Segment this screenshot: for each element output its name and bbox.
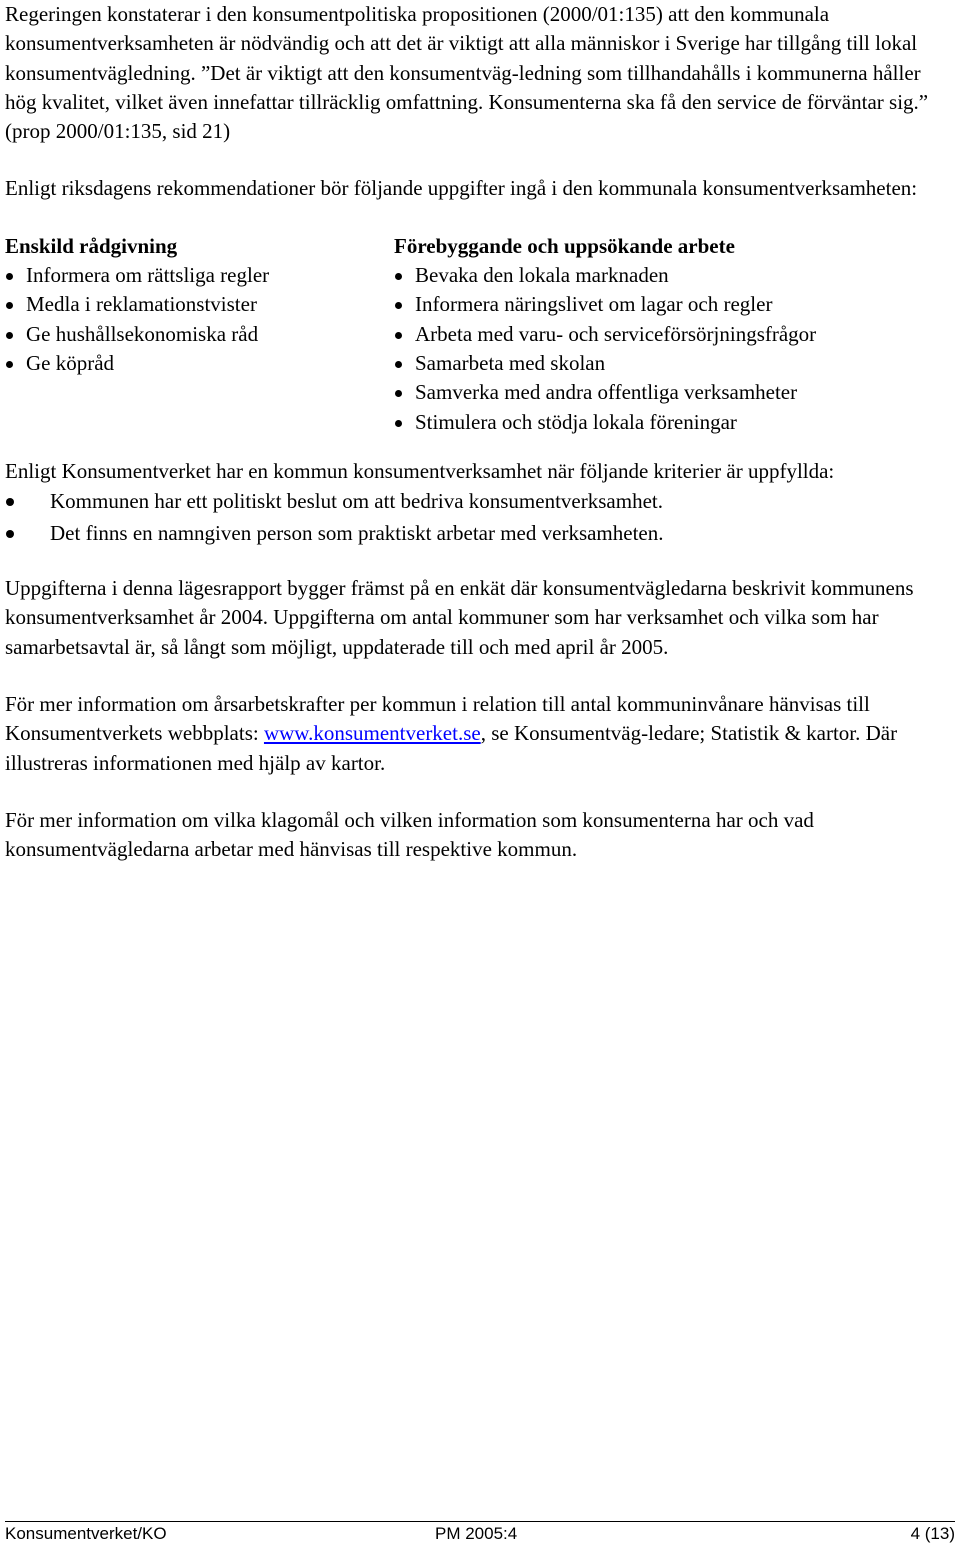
bullet-icon [6, 498, 14, 506]
list-item: Informera näringslivet om lagar och regler [394, 290, 954, 319]
list-item: Arbeta med varu- och serviceförsörjningsfrågor [394, 320, 954, 349]
intro-paragraph: Regeringen konstaterar i den konsumentpolitiska propositionen (2000/01:135) att den kommunala konsumentverksamheten är nödvändig och att det är viktigt att alla människor i Sverige har tillgång till lokal konsumentvägledning. ”Det är viktigt att den konsumentväg-ledning som tillhandahålls i kommunerna håller hög kvalitet, vilket även innefattar tillräcklig omfattning. Konsumenterna ska få den service de förväntar sig.” (prop 2000/01:135, sid 21) [5, 2, 929, 144]
list-item: Samarbeta med skolan [394, 349, 954, 378]
bullet-icon [395, 390, 402, 397]
list-item: Bevaka den lokala marknaden [394, 261, 954, 290]
bullet-icon [395, 332, 402, 339]
footer-document-id: PM 2005:4 [435, 1524, 518, 1543]
bullet-icon [395, 273, 402, 280]
bullet-icon [6, 361, 13, 368]
list-item: Samverka med andra offentliga verksamheter [394, 378, 954, 407]
bullet-icon [6, 332, 13, 339]
konsumentverket-link[interactable]: www.konsumentverket.se [263, 721, 481, 746]
task-columns [5, 232, 950, 437]
page-footer [5, 1521, 955, 1546]
list-item: Kommunen har ett politiskt beslut om att bedriva konsumentverksamhet. [5, 486, 950, 518]
bullet-icon [395, 420, 402, 427]
list-item: Medla i reklamationstvister [5, 290, 385, 319]
footer-organization: Konsumentverket/KO [5, 1524, 167, 1543]
footer-page-number: 4 (13) [910, 1524, 955, 1543]
riksdag-paragraph: Enligt riksdagens rekommendationer bör följande uppgifter ingå i den kommunala konsumentverksamheten: [5, 176, 918, 201]
bullet-icon [395, 361, 402, 368]
bullet-icon [6, 273, 13, 280]
report-paragraph: Uppgifterna i denna lägesrapport bygger främst på en enkät där konsumentvägledarna beskrivit kommunens konsumentverksamhet år 2004. Uppgifterna om antal kommuner som har verksamhet och vilka som har samarbetsavtal är, så långt som möjligt, uppdaterade till och med april år 2005. [5, 576, 914, 659]
criteria-paragraph: Enligt Konsumentverket har en kommun konsumentverksamhet när följande kriterier är uppfyllda: [5, 458, 835, 483]
list-item: Ge köpråd [5, 349, 385, 378]
bullet-icon [6, 302, 13, 309]
complaints-paragraph: För mer information om vilka klagomål och vilken information som konsumenterna har och vad konsumentvägledarna arbetar med hänvisas till respektive kommun. [5, 807, 814, 862]
list-item: Ge hushållsekonomiska råd [5, 320, 385, 349]
left-column-list [5, 261, 385, 378]
left-column-heading: Enskild rådgivning [5, 233, 178, 258]
more-info-paragraph: För mer information om årsarbetskrafter per kommun i relation till antal kommuninvånare hänvisas till Konsumentverkets webbplats: www.konsumentverket.se, se Konsumentväg-ledare; Statistik & kartor. Där illustreras informationen med hjälp av kartor. [5, 691, 898, 775]
criteria-list [5, 486, 950, 549]
list-item: Informera om rättsliga regler [5, 261, 385, 290]
left-column [5, 232, 385, 378]
document-page [5, 0, 950, 864]
right-column [394, 232, 954, 437]
right-column-list [394, 261, 954, 437]
bullet-icon [6, 530, 14, 538]
list-item: Det finns en namngiven person som praktiskt arbetar med verksamheten. [5, 518, 950, 550]
right-column-heading: Förebyggande och uppsökande arbete [394, 233, 735, 258]
bullet-icon [395, 302, 402, 309]
list-item: Stimulera och stödja lokala föreningar [394, 408, 954, 437]
